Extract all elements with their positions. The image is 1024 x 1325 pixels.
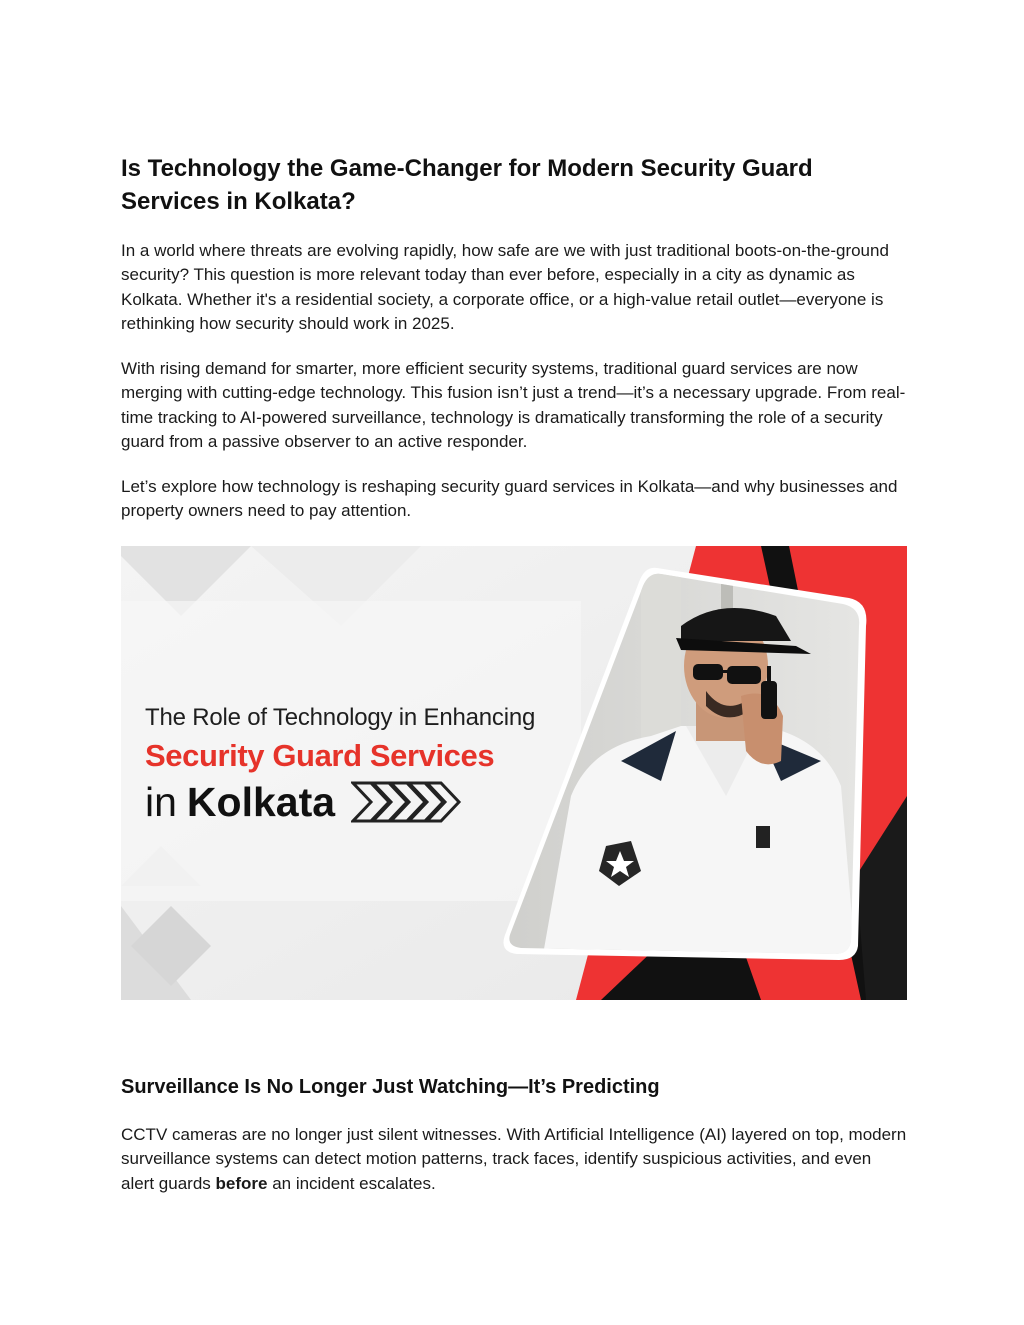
chevron-arrows-icon	[351, 779, 463, 825]
banner-headline	[145, 701, 535, 827]
banner-line-3-bold: Kolkata	[186, 779, 336, 825]
section-paragraph-bold: before	[215, 1173, 268, 1193]
intro-paragraph-3: Let’s explore how technology is reshaping security guard services in Kolkata—and why businesses and property owners need to pay attention.	[121, 477, 898, 521]
banner-line-1: The Role of Technology in Enhancing	[145, 704, 536, 731]
section-heading: Surveillance Is No Longer Just Watching—It’s Predicting	[121, 1076, 660, 1098]
hero-banner-image	[121, 546, 907, 1000]
section-paragraph-text-1: CCTV cameras are no longer just silent witnesses. With Artificial Intelligence (AI) layered on top, modern surveillance systems can detect motion patterns, track faces, identify suspicious activities, and even alert guards	[121, 1125, 907, 1193]
intro-paragraph-1: In a world where threats are evolving rapidly, how safe are we with just traditional boots-on-the-ground security? This question is more relevant today than ever before, especially in a city as dynamic as Kolkata. Whether it's a residential society, a corporate office, or a high-value retail outlet—everyone is rethinking how security should work in 2025.	[121, 241, 889, 334]
section-paragraph-text-2: an incident escalates.	[267, 1173, 436, 1193]
banner-line-3	[145, 777, 535, 827]
banner-line-2: Security Guard Services	[145, 738, 495, 773]
intro-paragraph-2: With rising demand for smarter, more efficient security systems, traditional guard services are now merging with cutting-edge technology. This fusion isn’t just a trend—it’s a necessary upgrade. From real-time tracking to AI-powered surveillance, technology is dramatically transforming the role of a security guard from a passive observer to an active responder.	[121, 359, 906, 452]
section-paragraph	[121, 1123, 907, 1196]
article-title: Is Technology the Game-Changer for Modern Security Guard Services in Kolkata?	[121, 155, 813, 215]
banner-line-3-prefix: in	[145, 779, 177, 825]
